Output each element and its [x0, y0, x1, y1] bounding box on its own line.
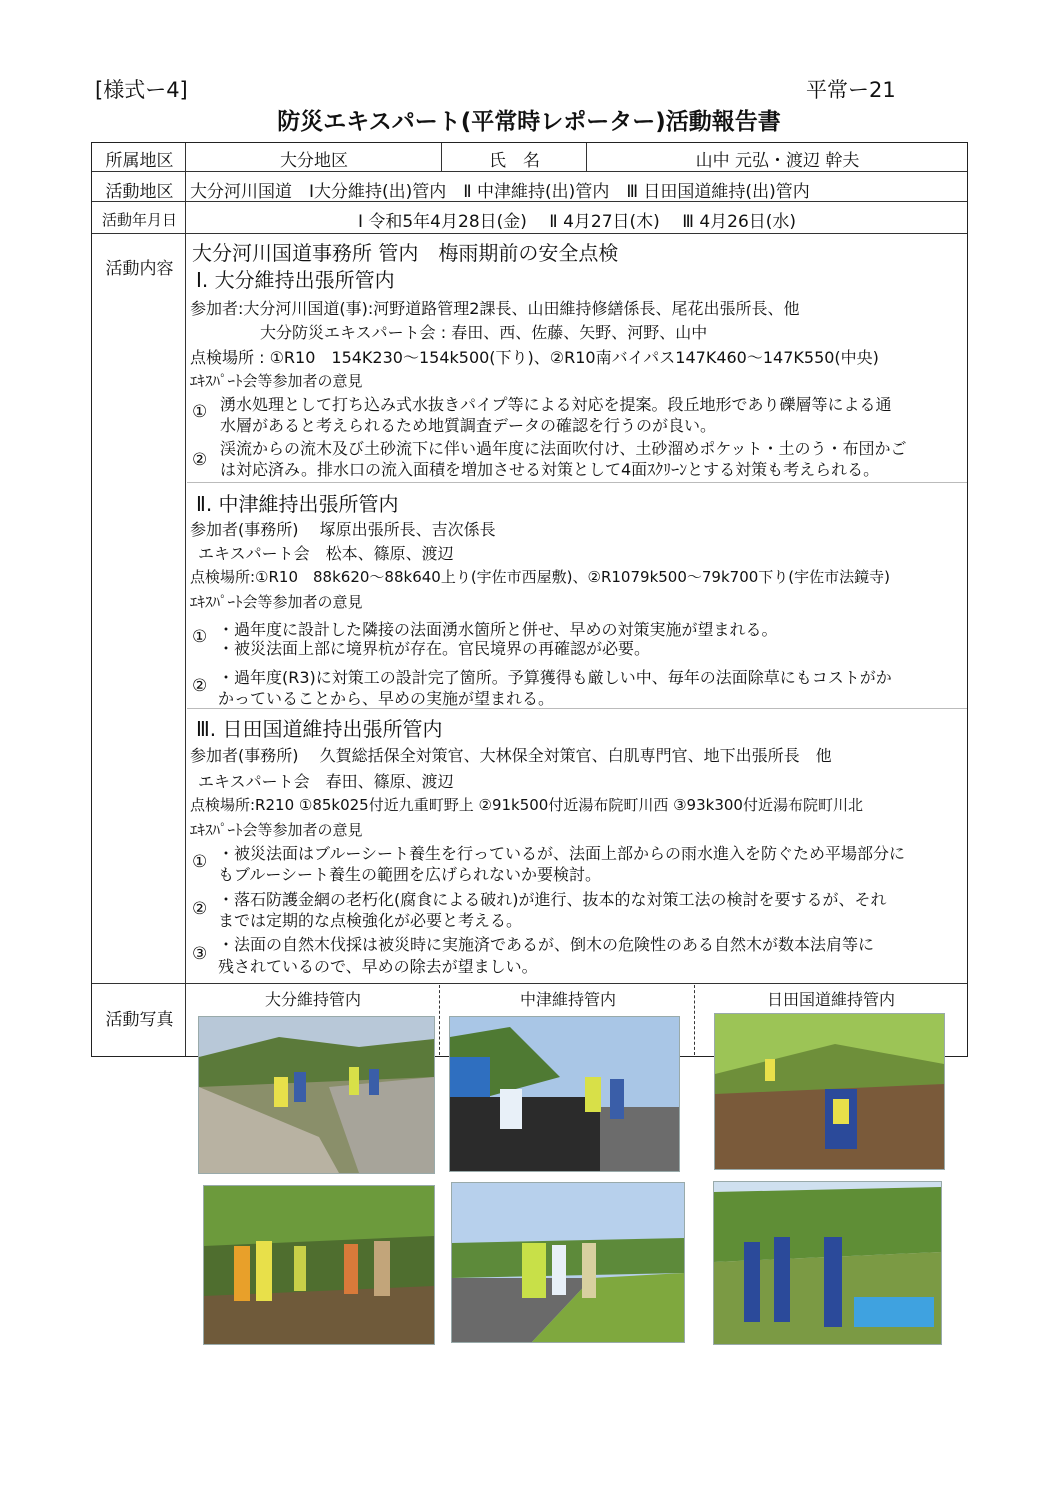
section-2-participants: 参加者(事務所) 塚原出張所長、吉次係長	[190, 520, 496, 539]
section-1-title: Ⅰ. 大分維持出張所管内	[196, 268, 395, 292]
photo-caption-hita: 日田国道維持管内	[766, 990, 895, 1009]
section-3-opinion-2-number: ②	[192, 899, 208, 919]
content-label: 活動内容	[105, 259, 174, 279]
photo-hita-2	[713, 1181, 942, 1345]
section-1-opinion-2-line2: は対応済み。排水口の流入面積を増加させる対策として4面ｽｸﾘｰﾝとする対策も考えられる。	[220, 460, 880, 479]
section-1-opinion-2-line1: 渓流からの流木及び土砂流下に伴い過年度に法面吹付け、土砂溜めポケット・土のう・布団かご	[220, 439, 907, 458]
affiliation-value: 大分地区	[280, 151, 348, 171]
section-3-opinion-2-line2: までは定期的な点検強化が必要と考える。	[218, 911, 523, 930]
section-2-opinion-2-number: ②	[192, 676, 208, 696]
photo-nakatsu-2	[451, 1182, 685, 1343]
section-3-opinion-2-line1: ・落石防護金網の老朽化(腐食による破れ)が進行、抜本的な対策工法の検討を要するが、それ	[218, 890, 887, 909]
activity-area-label: 活動地区	[105, 182, 174, 202]
activity-date-value: Ⅰ 令和5年4月28日(金) Ⅱ 4月27日(木) Ⅲ 4月26日(水)	[357, 212, 797, 232]
name-label: 氏 名	[489, 151, 540, 171]
section-3-opinion-label: ｴｷｽﾊﾟｰﾄ会等参加者の意見	[190, 821, 363, 839]
section-3-place: 点検場所:R210 ①85k025付近九重町野上 ②91k500付近湯布院町川西 ③93k300付近湯布院町川北	[190, 796, 863, 814]
section-1-expert-members: 大分防災エキスパート会 : 春田、西、佐藤、矢野、河野、山中	[260, 323, 708, 342]
section-2-title: Ⅱ. 中津維持出張所管内	[196, 492, 399, 516]
photo-oita-1	[198, 1016, 435, 1174]
document-title: 防災エキスパート(平常時レポーター)活動報告書	[277, 109, 781, 135]
activity-area-value: 大分河川国道 Ⅰ大分維持(出)管内 Ⅱ 中津維持(出)管内 Ⅲ 日田国道維持(出)管内	[190, 182, 810, 202]
photo-nakatsu-1	[449, 1016, 680, 1172]
section-2-opinion-label: ｴｷｽﾊﾟｰﾄ会等参加者の意見	[190, 593, 363, 611]
section-2-opinion-1-line2: ・被災法面上部に境界杭が存在。官民境界の再確認が必要。	[218, 639, 651, 658]
section-3-opinion-1-line2: もブルーシート養生の範囲を広げられないか要検討。	[218, 865, 602, 884]
section-2-place: 点検場所:①R10 88k620〜88k640上り(宇佐市西屋敷)、②R1079k500〜79k700下り(宇佐市法鏡寺)	[190, 568, 890, 586]
photo-oita-2	[203, 1185, 435, 1345]
photo-label: 活動写真	[105, 1010, 174, 1030]
section-1-opinion-1-line1: 湧水処理として打ち込み式水抜きパイプ等による対応を提案。段丘地形であり礫層等による通	[220, 395, 892, 414]
name-value: 山中 元弘・渡辺 幹夫	[695, 151, 860, 171]
activity-date-label: 活動年月日	[101, 211, 177, 229]
photo-hita-1	[714, 1013, 945, 1170]
section-2-expert-members: エキスパート会 松本、篠原、渡辺	[198, 544, 454, 563]
section-2-opinion-1-number: ①	[192, 627, 208, 647]
photo-caption-nakatsu: 中津維持管内	[519, 990, 616, 1009]
photo-caption-oita: 大分維持管内	[264, 990, 361, 1009]
section-1-opinion-1-line2: 水層があると考えられるため地質調査データの確認を行うのが良い。	[220, 416, 717, 435]
section-1-place: 点検場所 : ①R10 154K230〜154k500(下り)、②R10南バイパス147K460〜147K550(中央)	[190, 348, 879, 367]
section-2-opinion-2-line2: かっていることから、早めの実施が望まれる。	[218, 689, 555, 708]
section-3-expert-members: エキスパート会 春田、篠原、渡辺	[198, 772, 454, 791]
section-3-opinion-1-number: ①	[192, 852, 208, 872]
document-number: 平常ー21	[806, 78, 896, 102]
section-1-opinion-2-number: ②	[192, 450, 208, 470]
section-3-opinion-3-line2: 残されているので、早めの除去が望ましい。	[218, 957, 538, 976]
affiliation-label: 所属地区	[105, 151, 174, 171]
section-3-title: Ⅲ. 日田国道維持出張所管内	[196, 717, 443, 741]
content-heading: 大分河川国道事務所 管内 梅雨期前の安全点検	[192, 241, 619, 265]
section-1-opinion-label: ｴｷｽﾊﾟｰﾄ会等参加者の意見	[190, 372, 363, 390]
section-1-participants: 参加者:大分河川国道(事):河野道路管理2課長、山田維持修繕係長、尾花出張所長、他	[190, 299, 800, 318]
section-3-opinion-3-line1: ・法面の自然木伐採は被災時に実施済であるが、倒木の危険性のある自然木が数本法肩等に	[218, 935, 875, 954]
form-number: [様式ー4]	[95, 78, 188, 102]
section-2-opinion-2-line1: ・過年度(R3)に対策工の設計完了箇所。予算獲得も厳しい中、毎年の法面除草にもコストがか	[218, 668, 892, 687]
section-3-participants: 参加者(事務所) 久賀総括保全対策官、大林保全対策官、白肌専門官、地下出張所長 他	[190, 746, 832, 765]
section-1-opinion-1-number: ①	[192, 402, 208, 422]
section-2-opinion-1-line1: ・過年度に設計した隣接の法面湧水箇所と併せ、早めの対策実施が望まれる。	[218, 620, 778, 639]
section-3-opinion-3-number: ③	[192, 944, 208, 964]
section-3-opinion-1-line1: ・被災法面はブルーシート養生を行っているが、法面上部からの雨水進入を防ぐため平場部分に	[218, 844, 906, 863]
